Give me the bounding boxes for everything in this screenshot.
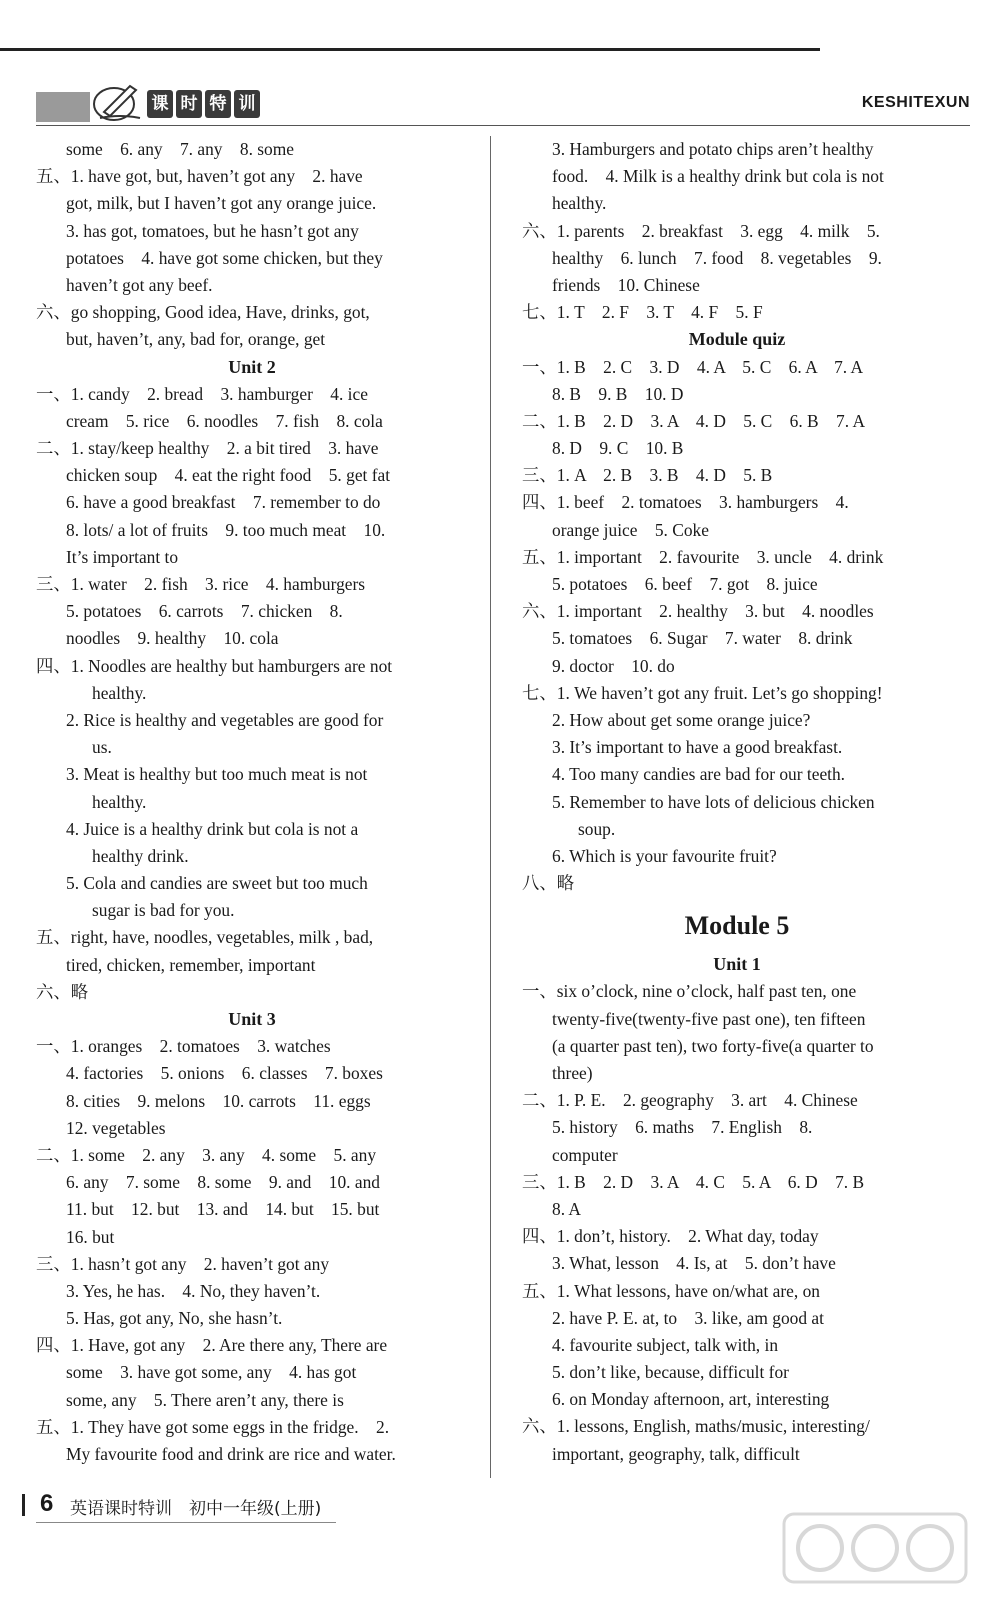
answer-line: soup. xyxy=(578,818,616,839)
answer-line: 4. Juice is a healthy drink but cola is not a xyxy=(66,818,359,839)
right-answer-column xyxy=(522,136,952,1468)
answer-line: 5. Cola and candies are sweet but too much xyxy=(66,873,368,894)
answer-line: 三、1. B 2. D 3. A 4. C 5. A 6. D 7. B xyxy=(522,1171,865,1192)
answer-line: some, any 5. There aren’t any, there is xyxy=(66,1389,344,1410)
footer-rule xyxy=(36,1522,336,1523)
answer-line: 四、1. don’t, history. 2. What day, today xyxy=(522,1226,819,1247)
answer-line: 二、1. some 2. any 3. any 4. some 5. any xyxy=(36,1144,377,1165)
answer-line: healthy 6. lunch 7. food 8. vegetables 9. xyxy=(552,247,882,268)
answer-line: 一、1. candy 2. bread 3. hamburger 4. ice xyxy=(36,383,368,404)
answer-line: us. xyxy=(92,737,112,758)
answer-line: 八、略 xyxy=(522,873,575,894)
answer-line: 三、1. hasn’t got any 2. haven’t got any xyxy=(36,1253,330,1274)
answer-line: 四、1. beef 2. tomatoes 3. hamburgers 4. xyxy=(522,492,849,513)
answer-line: 六、1. lessons, English, maths/music, interesting/ xyxy=(522,1416,870,1437)
answer-line: 一、1. oranges 2. tomatoes 3. watches xyxy=(36,1036,331,1057)
answer-line: got, milk, but I haven’t got any orange juice. xyxy=(66,193,377,214)
answer-line: 5. tomatoes 6. Sugar 7. water 8. drink xyxy=(552,628,853,649)
answer-line: 二、1. P. E. 2. geography 3. art 4. Chinese xyxy=(522,1090,858,1111)
answer-line: 8. D 9. C 10. B xyxy=(552,438,684,459)
answer-line: 8. B 9. B 10. D xyxy=(552,383,684,404)
answer-line: 六、1. important 2. healthy 3. but 4. noodles xyxy=(522,601,874,622)
answer-line: chicken soup 4. eat the right food 5. get fat xyxy=(66,465,391,486)
section-heading: Unit 3 xyxy=(228,1009,276,1029)
answer-line: 2. have P. E. at, to 3. like, am good at xyxy=(552,1307,824,1328)
answer-line: My favourite food and drink are rice and water. xyxy=(66,1444,396,1464)
section-heading: Unit 2 xyxy=(228,356,276,377)
answer-line: computer xyxy=(552,1144,618,1165)
answer-line: tired, chicken, remember, important xyxy=(66,954,316,975)
answer-site-watermark-icon xyxy=(780,1510,970,1586)
answer-line: some 6. any 7. any 8. some xyxy=(66,139,294,159)
answer-line: friends 10. Chinese xyxy=(552,274,700,295)
answer-line: 四、1. Have, got any 2. Are there any, There are xyxy=(36,1335,388,1356)
header-band xyxy=(36,92,90,122)
answer-line: noodles 9. healthy 10. cola xyxy=(66,628,279,649)
answer-line: 3. It’s important to have a good breakfast. xyxy=(552,737,843,758)
answer-line: 6. have a good breakfast 7. remember to do xyxy=(66,492,381,513)
page-number: 6 xyxy=(40,1490,54,1517)
answer-line: 2. Rice is healthy and vegetables are good for xyxy=(66,709,384,730)
answer-line: orange juice 5. Coke xyxy=(552,519,709,540)
answer-line: 4. factories 5. onions 6. classes 7. boxes xyxy=(66,1063,383,1084)
answer-line: 一、six o’clock, nine o’clock, half past ten, one xyxy=(522,981,857,1002)
answer-line: 11. but 12. but 13. and 14. but 15. but xyxy=(66,1199,380,1220)
page-footer xyxy=(0,1484,996,1600)
top-rule xyxy=(0,48,820,51)
book-title: 英语课时特训 初中一年级(上册) xyxy=(70,1499,322,1519)
answer-line: 七、1. We haven’t got any fruit. Let’s go shopping! xyxy=(522,682,883,703)
answer-line: 五、1. have got, but, haven’t got any 2. have xyxy=(36,166,363,187)
answer-line: healthy. xyxy=(552,193,607,214)
header-rule xyxy=(36,125,970,126)
logo-char: 时 xyxy=(176,90,202,118)
logo-char: 课 xyxy=(147,90,173,118)
left-answer-column xyxy=(36,136,468,1468)
answer-line: 3. Hamburgers and potato chips aren’t healthy xyxy=(552,139,874,159)
answer-line: 4. favourite subject, talk with, in xyxy=(552,1334,779,1355)
answer-line: 七、1. T 2. F 3. T 4. F 5. F xyxy=(522,302,763,323)
answer-line: cream 5. rice 6. noodles 7. fish 8. cola xyxy=(66,410,383,431)
logo-char: 训 xyxy=(234,90,260,118)
answer-line: 三、1. A 2. B 3. B 4. D 5. B xyxy=(522,465,773,486)
answer-line: healthy drink. xyxy=(92,845,189,866)
answer-line: 5. Remember to have lots of delicious chicken xyxy=(552,791,875,812)
answer-line: 6. any 7. some 8. some 9. and 10. and xyxy=(66,1172,380,1193)
answer-line: 6. Which is your favourite fruit? xyxy=(552,845,777,866)
answer-line: 二、1. B 2. D 3. A 4. D 5. C 6. B 7. A xyxy=(522,410,866,431)
module-title: Module 5 xyxy=(684,911,790,941)
answer-line: 6. on Monday afternoon, art, interesting xyxy=(552,1389,830,1410)
answer-line: healthy. xyxy=(92,791,147,812)
answer-line: twenty-five(twenty-five past one), ten fifteen xyxy=(552,1008,866,1029)
answer-line: 六、1. parents 2. breakfast 3. egg 4. milk 5. xyxy=(522,220,880,241)
answer-line: 8. lots/ a lot of fruits 9. too much meat 10. xyxy=(66,519,386,540)
column-divider xyxy=(490,136,491,1478)
answer-line: 三、1. water 2. fish 3. rice 4. hamburgers xyxy=(36,574,366,594)
answer-line: 2. How about get some orange juice? xyxy=(552,709,811,730)
answer-line: 3. Meat is healthy but too much meat is not xyxy=(66,764,368,785)
answer-line: 3. has got, tomatoes, but he hasn’t got any xyxy=(66,220,359,241)
answer-line: 一、1. B 2. C 3. D 4. A 5. C 6. A 7. A xyxy=(522,356,864,377)
answer-line: haven’t got any beef. xyxy=(66,274,213,295)
answer-line: (a quarter past ten), two forty-five(a quarter to xyxy=(552,1035,874,1056)
answer-line: 六、go shopping, Good idea, Have, drinks, got, xyxy=(36,302,370,323)
answer-line: 8. A xyxy=(552,1198,581,1219)
answer-line: 二、1. stay/keep healthy 2. a bit tired 3. have xyxy=(36,438,379,459)
answer-line: some 3. have got some, any 4. has got xyxy=(66,1362,357,1383)
answer-line: potatoes 4. have got some chicken, but they xyxy=(66,247,383,268)
answer-line: 五、right, have, noodles, vegetables, milk , bad, xyxy=(36,927,374,948)
answer-line: 5. potatoes 6. carrots 7. chicken 8. xyxy=(66,601,343,622)
section-heading: Unit 1 xyxy=(713,954,761,975)
answer-line: 9. doctor 10. do xyxy=(552,655,675,676)
answer-line: 六、略 xyxy=(36,981,89,1002)
answer-line: 五、1. They have got some eggs in the fridge. 2. xyxy=(36,1416,390,1437)
answer-line: 3. Yes, he has. 4. No, they haven’t. xyxy=(66,1280,321,1301)
answer-line: 8. cities 9. melons 10. carrots 11. eggs xyxy=(66,1090,371,1111)
answer-line: 12. vegetables xyxy=(66,1117,166,1138)
footer-tick xyxy=(22,1494,25,1516)
answer-line: 五、1. important 2. favourite 3. uncle 4. drink xyxy=(522,546,884,567)
pen-logo-icon xyxy=(90,78,146,124)
answer-line: important, geography, talk, difficult xyxy=(552,1443,800,1464)
answer-line: 5. don’t like, because, difficult for xyxy=(552,1362,789,1383)
answer-line: 4. Too many candies are bad for our teeth. xyxy=(552,764,846,785)
logo-char: 特 xyxy=(205,90,231,118)
series-logo xyxy=(147,90,260,122)
answer-line: 5. potatoes 6. beef 7. got 8. juice xyxy=(552,574,818,594)
answer-line: 五、1. What lessons, have on/what are, on xyxy=(522,1280,820,1301)
answer-line: sugar is bad for you. xyxy=(92,900,235,921)
page-header xyxy=(0,0,996,130)
answer-line: 四、1. Noodles are healthy but hamburgers are not xyxy=(36,655,393,676)
answer-line: healthy. xyxy=(92,682,147,703)
answer-line: food. 4. Milk is a healthy drink but cola is not xyxy=(552,166,884,187)
section-heading: Module quiz xyxy=(688,329,786,350)
answer-line: three) xyxy=(552,1063,593,1083)
answer-line: 5. history 6. maths 7. English 8. xyxy=(552,1117,813,1138)
answer-line: but, haven’t, any, bad for, orange, get xyxy=(66,329,326,350)
answer-line: 5. Has, got any, No, she hasn’t. xyxy=(66,1308,283,1329)
brand-name: KESHITEXUN xyxy=(861,94,970,111)
answer-line: 16. but xyxy=(66,1226,115,1247)
answer-line: 3. What, lesson 4. Is, at 5. don’t have xyxy=(552,1253,836,1274)
answer-line: It’s important to xyxy=(66,546,179,567)
